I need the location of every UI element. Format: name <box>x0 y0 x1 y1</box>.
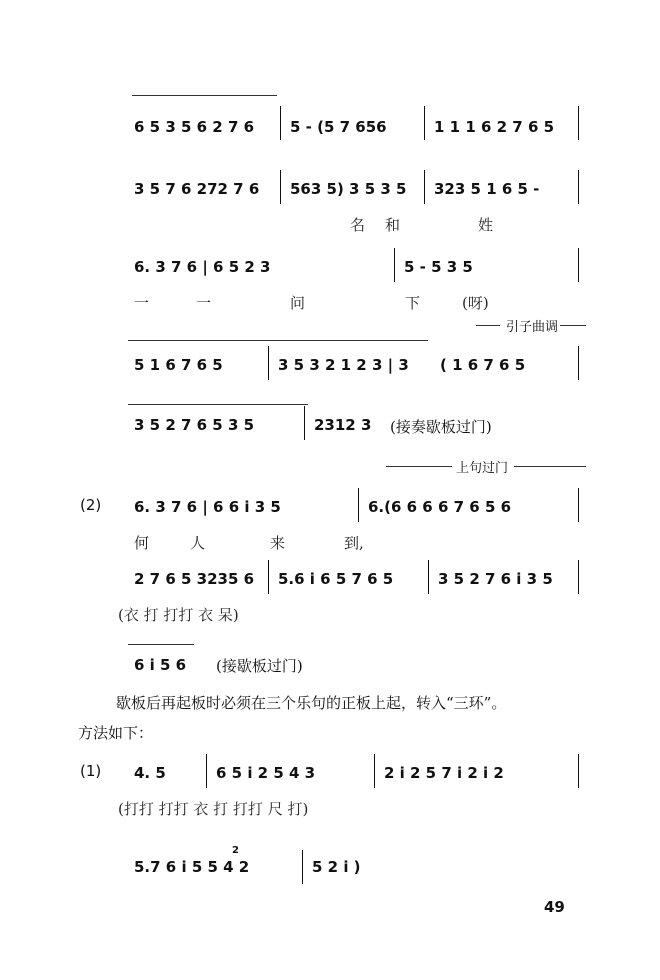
annotation-line <box>560 325 586 326</box>
barline <box>280 170 281 204</box>
prose-paragraph-2: 方法如下： <box>78 724 154 742</box>
notation-line-6-a: 6. 3 7 6 | 6 6 i 3 5 <box>134 498 281 516</box>
annotation-line <box>128 404 308 405</box>
barline <box>302 850 303 884</box>
lyric: 和 <box>385 216 401 234</box>
notation-line-4-c: ( 1 6 7 6 5 <box>440 356 526 374</box>
barline <box>424 106 425 140</box>
prose-paragraph: 歇板后再起板时必须在三个乐句的正板上起，转入“三环”。 <box>116 694 507 712</box>
lyric: 姓 <box>478 216 494 234</box>
barline <box>428 560 429 594</box>
annotation-line <box>128 644 194 645</box>
annotation-line <box>476 325 500 326</box>
notation-line-4-b: 3 5 3 2 1 2 3 | 3 <box>278 356 409 374</box>
barline <box>374 754 375 788</box>
annotation-line <box>128 340 428 341</box>
example-1-measure-1: 4. 5 <box>134 764 166 782</box>
example-1-lyrics: (打打 打打 衣 打 打打 尺 打) <box>118 800 309 818</box>
lyric: 一 <box>196 294 212 312</box>
lyric: 问 <box>290 294 306 312</box>
lyric-line-7: (衣 打 打打 衣 呆) <box>118 606 239 624</box>
example-2-measure-1: 5.7 6 i 5 5 4 2 <box>134 858 250 876</box>
tie-line <box>132 95 277 102</box>
notation-line-6-b: 6.(6 6 6 6 7 6 5 6 <box>368 498 512 516</box>
grace-note: 2 <box>232 845 239 856</box>
barline <box>578 560 579 594</box>
notation-line-5-a: 3 5 2 7 6 5 3 5 <box>134 416 255 434</box>
lyric: 人 <box>190 534 206 552</box>
notation-line-7-a: 2 7 6 5 3235 6 <box>134 570 255 588</box>
intro-tune-label: 引子曲调 <box>506 320 559 335</box>
annotation-line <box>514 466 586 467</box>
lyric: 名 <box>350 216 366 234</box>
notation-line-3-b: 5 - 5 3 5 <box>404 258 473 276</box>
barline <box>268 560 269 594</box>
barline <box>280 106 281 140</box>
notation-line-1-a: 6 5 3 5 6 2 7 6 <box>134 118 255 136</box>
barline <box>358 488 359 522</box>
barline <box>578 106 579 140</box>
example-2-measure-2: 5 2 i ) <box>312 858 361 876</box>
lyric: 下 <box>405 294 421 312</box>
barline <box>578 248 579 282</box>
notation-line-4-a: 5 1 6 7 6 5 <box>134 356 223 374</box>
example-1-measure-3: 2 i 2 5 7 i 2 i 2 <box>384 764 504 782</box>
annotation-line <box>386 466 452 467</box>
notation-line-5-b: 2312 3 <box>314 416 372 434</box>
notation-line-1-c: 1 1 1 6 2 7 6 5 <box>434 118 555 136</box>
notation-line-3-a: 6. 3 7 6 | 6 5 2 3 <box>134 258 271 276</box>
notation-line-2-c: 323 5 1 6 5 - <box>434 180 540 198</box>
notation-line-8: 6 i 5 6 <box>134 656 187 674</box>
notation-line-7-c: 3 5 2 7 6 i 3 5 <box>438 570 553 588</box>
notation-line-1-b: 5 - (5 7 656 <box>290 118 387 136</box>
notation-line-7-b: 5.6 i 6 5 7 6 5 <box>278 570 394 588</box>
barline <box>578 488 579 522</box>
page-number: 49 <box>544 898 565 916</box>
annotation-after-line-8: (接歇板过门) <box>216 657 303 675</box>
annotation-after-line-5: (接奏歇板过门) <box>390 418 492 436</box>
lyric: (呀) <box>462 294 489 312</box>
barline <box>304 406 305 440</box>
barline <box>578 754 579 788</box>
lyric: 一 <box>134 294 150 312</box>
barline <box>206 754 207 788</box>
notation-line-2-b: 563 5) 3 5 3 5 <box>290 180 407 198</box>
barline <box>578 170 579 204</box>
section-label-2: (2) <box>80 496 102 514</box>
lyric: 何 <box>134 534 150 552</box>
lyric: 到, <box>344 534 364 552</box>
upper-transition-label: 上句过门 <box>456 461 509 476</box>
section-label-1: (1) <box>80 762 102 780</box>
barline <box>578 346 579 380</box>
barline <box>394 248 395 282</box>
barline <box>424 170 425 204</box>
lyric: 来 <box>270 534 286 552</box>
example-1-measure-2: 6 5 i 2 5 4 3 <box>216 764 316 782</box>
notation-line-2-a: 3 5 7 6 272 7 6 <box>134 180 260 198</box>
barline <box>268 346 269 380</box>
